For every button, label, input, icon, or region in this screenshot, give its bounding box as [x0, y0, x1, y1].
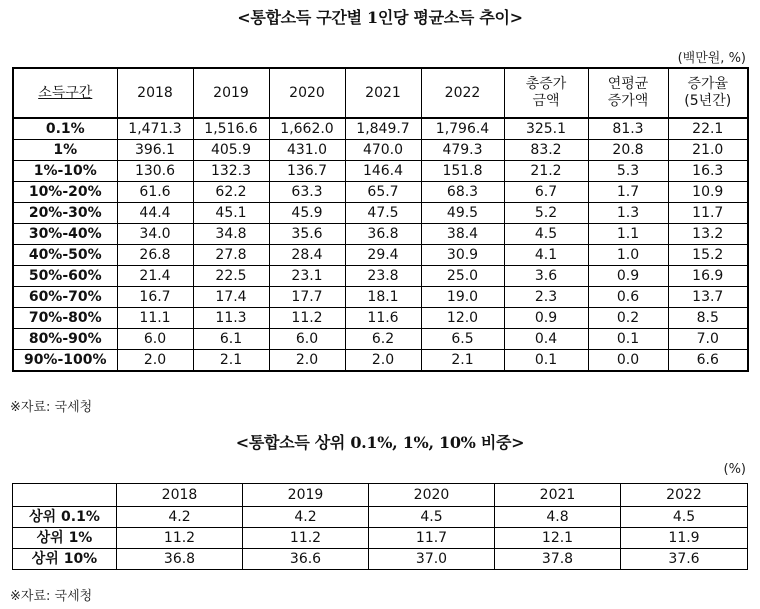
table-cell: 37.6	[621, 549, 748, 570]
table-cell: 1.1	[588, 224, 668, 245]
row-label: 0.1%	[13, 118, 117, 140]
table-row	[13, 308, 748, 329]
table-cell: 5.3	[588, 161, 668, 182]
table-cell: 1.7	[588, 182, 668, 203]
table-cell: 13.2	[668, 224, 748, 245]
table-cell: 4.8	[495, 507, 621, 528]
table-cell: 6.6	[668, 350, 748, 372]
table-cell: 29.4	[345, 245, 421, 266]
column-header: 2022	[421, 68, 504, 118]
table-cell: 10.9	[668, 182, 748, 203]
table-cell: 62.2	[193, 182, 269, 203]
table-cell: 11.1	[117, 308, 193, 329]
table-cell: 1,796.4	[421, 118, 504, 140]
table-cell: 47.5	[345, 203, 421, 224]
table-cell: 0.4	[504, 329, 588, 350]
table-cell: 16.3	[668, 161, 748, 182]
table-cell: 61.6	[117, 182, 193, 203]
row-label: 상위 1%	[13, 528, 117, 549]
table-cell: 6.0	[117, 329, 193, 350]
row-label: 20%-30%	[13, 203, 117, 224]
column-header: 연평균 증가액	[588, 68, 668, 118]
table-cell: 6.2	[345, 329, 421, 350]
column-header: 2018	[117, 484, 243, 507]
table-cell: 0.9	[504, 308, 588, 329]
row-label: 40%-50%	[13, 245, 117, 266]
row-label: 30%-40%	[13, 224, 117, 245]
table-cell: 45.1	[193, 203, 269, 224]
table-cell: 37.8	[495, 549, 621, 570]
table-cell: 5.2	[504, 203, 588, 224]
column-header: 2019	[243, 484, 369, 507]
row-label: 60%-70%	[13, 287, 117, 308]
table-cell: 7.0	[668, 329, 748, 350]
table-cell: 6.0	[269, 329, 345, 350]
table-cell: 11.7	[369, 528, 495, 549]
table-cell: 479.3	[421, 140, 504, 161]
table-row	[13, 329, 748, 350]
column-header	[13, 484, 117, 507]
column-header: 2022	[621, 484, 748, 507]
column-header: 2021	[495, 484, 621, 507]
table-cell: 28.4	[269, 245, 345, 266]
table-cell: 8.5	[668, 308, 748, 329]
table-cell: 11.2	[117, 528, 243, 549]
table-row	[13, 287, 748, 308]
table-cell: 431.0	[269, 140, 345, 161]
top-share-table	[12, 483, 748, 570]
table1-title: <통합소득 구간별 1인당 평균소득 추이>	[237, 8, 523, 27]
table-cell: 146.4	[345, 161, 421, 182]
row-label: 90%-100%	[13, 350, 117, 372]
table-cell: 130.6	[117, 161, 193, 182]
table-row	[13, 528, 748, 549]
table-cell: 12.0	[421, 308, 504, 329]
row-label: 상위 0.1%	[13, 507, 117, 528]
table-cell: 6.1	[193, 329, 269, 350]
table-cell: 22.5	[193, 266, 269, 287]
table-cell: 3.6	[504, 266, 588, 287]
table-cell: 11.9	[621, 528, 748, 549]
column-header	[13, 68, 117, 118]
table-cell: 4.5	[621, 507, 748, 528]
table-cell: 22.1	[668, 118, 748, 140]
table-row	[13, 350, 748, 372]
column-header: 2021	[345, 68, 421, 118]
table-row	[13, 182, 748, 203]
table-cell: 470.0	[345, 140, 421, 161]
table-cell: 17.4	[193, 287, 269, 308]
table-cell: 19.0	[421, 287, 504, 308]
row-label: 10%-20%	[13, 182, 117, 203]
table-cell: 49.5	[421, 203, 504, 224]
table-cell: 0.6	[588, 287, 668, 308]
table-cell: 38.4	[421, 224, 504, 245]
table-cell: 23.8	[345, 266, 421, 287]
table-cell: 325.1	[504, 118, 588, 140]
table-cell: 81.3	[588, 118, 668, 140]
table-cell: 1,516.6	[193, 118, 269, 140]
row-label: 1%-10%	[13, 161, 117, 182]
column-header: 총증가 금액	[504, 68, 588, 118]
table-cell: 18.1	[345, 287, 421, 308]
table-cell: 0.1	[588, 329, 668, 350]
column-header: 2019	[193, 68, 269, 118]
table-cell: 0.2	[588, 308, 668, 329]
table-cell: 68.3	[421, 182, 504, 203]
table-cell: 15.2	[668, 245, 748, 266]
table-cell: 2.3	[504, 287, 588, 308]
table-cell: 34.8	[193, 224, 269, 245]
table-cell: 21.0	[668, 140, 748, 161]
table-cell: 26.8	[117, 245, 193, 266]
column-header: 2020	[369, 484, 495, 507]
table-cell: 2.0	[117, 350, 193, 372]
table-row	[13, 507, 748, 528]
table-row	[13, 203, 748, 224]
row-label: 1%	[13, 140, 117, 161]
table-cell: 151.8	[421, 161, 504, 182]
table-cell: 2.0	[345, 350, 421, 372]
table-cell: 0.1	[504, 350, 588, 372]
table-cell: 11.6	[345, 308, 421, 329]
table-cell: 16.9	[668, 266, 748, 287]
table-row	[13, 224, 748, 245]
column-header-label: 소득구간	[38, 84, 93, 101]
table-cell: 1,849.7	[345, 118, 421, 140]
table-cell: 4.5	[504, 224, 588, 245]
table-cell: 65.7	[345, 182, 421, 203]
table-cell: 6.5	[421, 329, 504, 350]
table-cell: 11.2	[243, 528, 369, 549]
table2-unit: (%)	[723, 462, 746, 477]
table-cell: 63.3	[269, 182, 345, 203]
table-cell: 20.8	[588, 140, 668, 161]
table-cell: 132.3	[193, 161, 269, 182]
column-header: 2020	[269, 68, 345, 118]
table-header-row	[13, 484, 748, 507]
table-cell: 12.1	[495, 528, 621, 549]
table-row	[13, 161, 748, 182]
column-header: 2018	[117, 68, 193, 118]
table-cell: 6.7	[504, 182, 588, 203]
table-row	[13, 549, 748, 570]
table-cell: 35.6	[269, 224, 345, 245]
table-cell: 0.0	[588, 350, 668, 372]
table-cell: 1,662.0	[269, 118, 345, 140]
table-cell: 25.0	[421, 266, 504, 287]
table-cell: 11.2	[269, 308, 345, 329]
table-cell: 30.9	[421, 245, 504, 266]
table-cell: 136.7	[269, 161, 345, 182]
table-cell: 1.3	[588, 203, 668, 224]
table-cell: 11.7	[668, 203, 748, 224]
table-cell: 2.1	[193, 350, 269, 372]
table-cell: 2.1	[421, 350, 504, 372]
table-cell: 44.4	[117, 203, 193, 224]
table-cell: 13.7	[668, 287, 748, 308]
table-cell: 21.4	[117, 266, 193, 287]
table-cell: 4.1	[504, 245, 588, 266]
table-cell: 36.6	[243, 549, 369, 570]
table-cell: 23.1	[269, 266, 345, 287]
table-cell: 36.8	[117, 549, 243, 570]
table-cell: 396.1	[117, 140, 193, 161]
table-cell: 45.9	[269, 203, 345, 224]
column-header: 증가율 (5년간)	[668, 68, 748, 118]
table-cell: 27.8	[193, 245, 269, 266]
table-cell: 4.2	[117, 507, 243, 528]
table-row	[13, 140, 748, 161]
table-cell: 83.2	[504, 140, 588, 161]
table-cell: 2.0	[269, 350, 345, 372]
table-row	[13, 245, 748, 266]
table1-source: ※자료: 국세청	[10, 400, 93, 415]
table-cell: 4.2	[243, 507, 369, 528]
table-cell: 34.0	[117, 224, 193, 245]
table1-unit: (백만원, %)	[677, 51, 746, 66]
income-bracket-table	[12, 67, 749, 372]
table-cell: 405.9	[193, 140, 269, 161]
table-cell: 17.7	[269, 287, 345, 308]
table-cell: 11.3	[193, 308, 269, 329]
table-row	[13, 118, 748, 140]
table-cell: 21.2	[504, 161, 588, 182]
table2-source: ※자료: 국세청	[10, 589, 93, 604]
table-row	[13, 266, 748, 287]
row-label: 상위 10%	[13, 549, 117, 570]
table2-title: <통합소득 상위 0.1%, 1%, 10% 비중>	[235, 433, 525, 452]
table-header-row	[13, 68, 748, 118]
row-label: 50%-60%	[13, 266, 117, 287]
table-cell: 4.5	[369, 507, 495, 528]
table-cell: 1,471.3	[117, 118, 193, 140]
table-cell: 0.9	[588, 266, 668, 287]
row-label: 70%-80%	[13, 308, 117, 329]
table-cell: 37.0	[369, 549, 495, 570]
table-cell: 16.7	[117, 287, 193, 308]
table-cell: 36.8	[345, 224, 421, 245]
table-cell: 1.0	[588, 245, 668, 266]
row-label: 80%-90%	[13, 329, 117, 350]
